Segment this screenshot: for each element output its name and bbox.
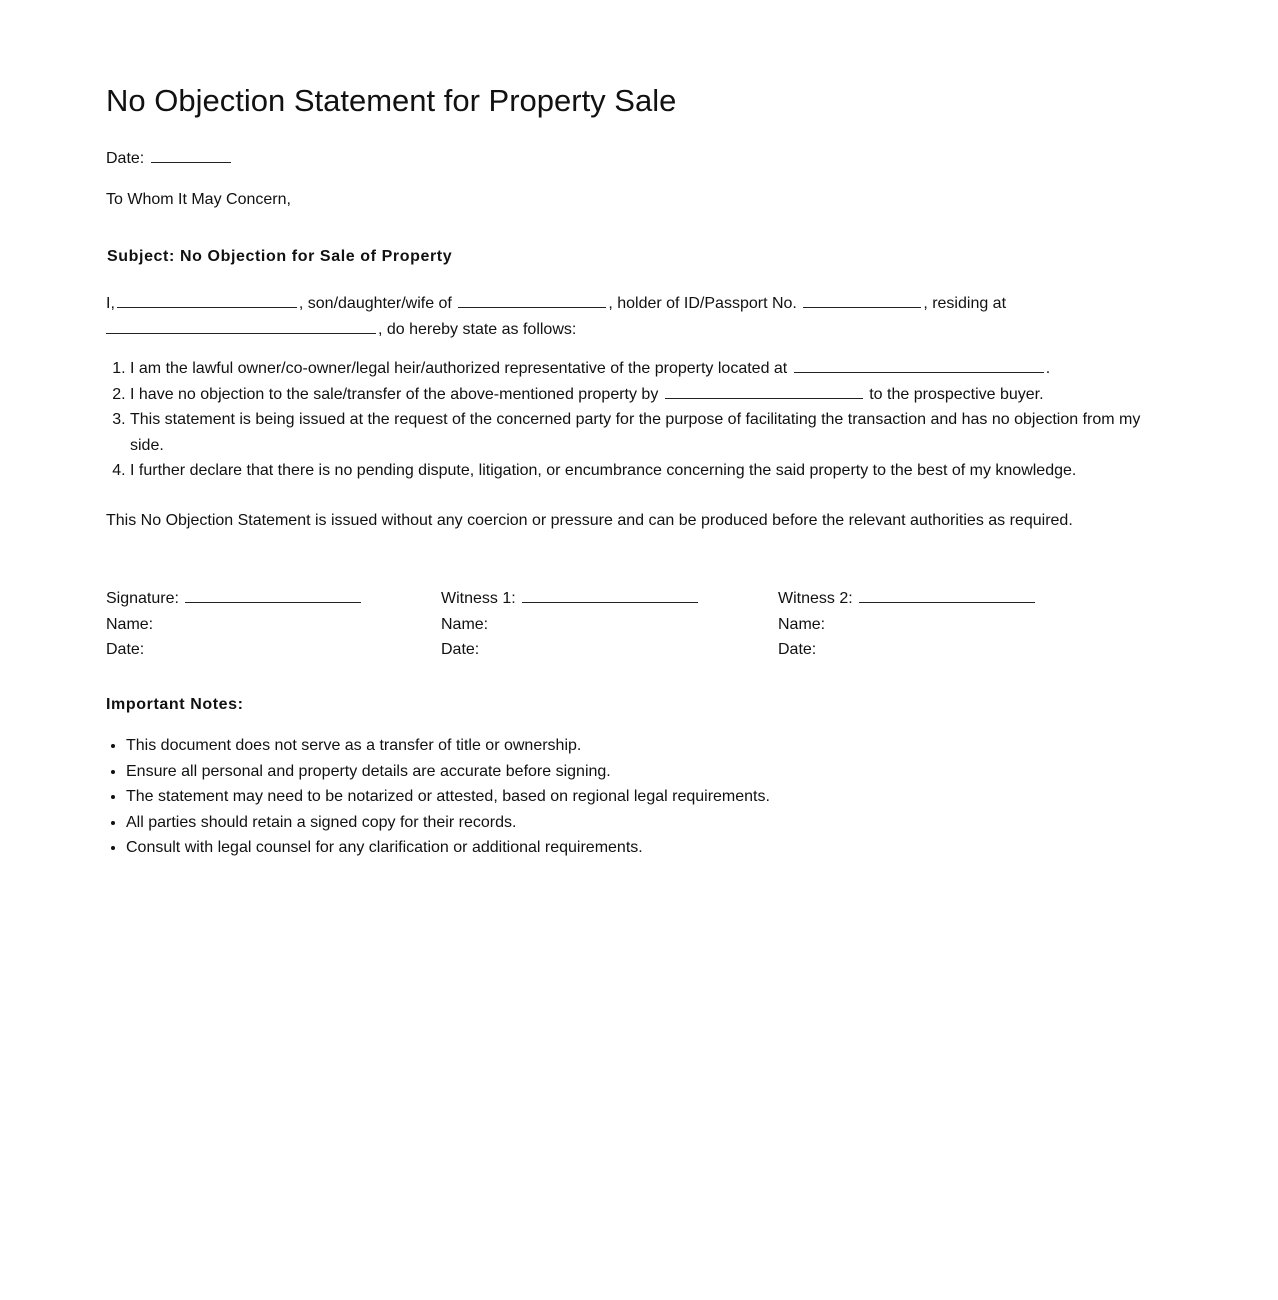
witness-1-blank[interactable] (522, 588, 698, 603)
clause-item (130, 382, 1166, 408)
seller-blank[interactable] (665, 384, 863, 399)
intro-text-2: , son/daughter/wife of (298, 295, 452, 312)
witness-2-blank[interactable] (859, 588, 1035, 603)
date-blank[interactable] (151, 148, 231, 163)
subject-heading: Subject: No Objection for Sale of Property (107, 248, 453, 265)
name-blank[interactable] (117, 293, 297, 308)
witness-2-label: Witness 2: (778, 590, 853, 607)
intro-text-1: I, (106, 295, 115, 312)
witness-1-block (441, 586, 700, 663)
witness-2-name-label: Name: (778, 615, 826, 633)
signature-date-label: Date: (106, 641, 145, 658)
note-item: • Consult with legal counsel for any clarification or additional requirements. (126, 835, 1026, 861)
clause-1-end: . (1045, 360, 1051, 377)
notes-list (106, 733, 1026, 861)
closing-statement: This No Objection Statement is issued without any coercion or pressure and can be produced before the relevant authorities as required. (106, 512, 1073, 529)
salutation: To Whom It May Concern, (106, 191, 291, 208)
property-location-blank[interactable] (794, 358, 1044, 373)
id-number-blank[interactable] (803, 293, 921, 308)
note-item: • Ensure all personal and property details are accurate before signing. (126, 759, 1026, 785)
witness-1-name-label: Name: (441, 615, 489, 633)
document-title: No Objection Statement for Property Sale (106, 83, 677, 118)
clause-item (130, 356, 1166, 382)
signature-blank[interactable] (185, 588, 361, 603)
intro-text-4: , residing at (923, 295, 1007, 312)
intro-text-5: , do hereby state as follows: (378, 321, 577, 338)
intro-paragraph (106, 291, 1106, 343)
witness-2-block (778, 586, 1037, 663)
note-item: • All parties should retain a signed copy for their records. (126, 810, 1026, 836)
witness-1-date-label: Date: (441, 641, 480, 658)
intro-text-3: , holder of ID/Passport No. (608, 295, 797, 312)
address-blank[interactable] (106, 319, 376, 334)
clause-2-end: to the prospective buyer. (869, 385, 1044, 403)
relation-name-blank[interactable] (458, 293, 606, 308)
clause-item: 3. This statement is being issued at the request of the concerned party for the purpose of facilitating the transaction and has no objection from my side. (130, 407, 1166, 458)
witness-2-date-label: Date: (778, 641, 817, 658)
date-label: Date: (106, 150, 145, 167)
note-item: • This document does not serve as a transfer of title or ownership. (126, 733, 1026, 759)
clause-1-text: I am the lawful owner/co-owner/legal heir/authorized representative of the property located at (130, 360, 788, 377)
note-item: • The statement may need to be notarized or attested, based on regional legal requirements. (126, 784, 1026, 810)
signature-label: Signature: (106, 590, 179, 607)
clause-item: 4. I further declare that there is no pending dispute, litigation, or encumbrance concerning the said property to the best of my knowledge. (130, 458, 1166, 484)
signature-name-label: Name: (106, 615, 154, 633)
witness-1-label: Witness 1: (441, 590, 516, 607)
notes-heading: Important Notes: (106, 696, 244, 713)
clauses-list (106, 356, 1166, 484)
date-line (106, 148, 233, 169)
signature-block (106, 586, 363, 663)
clause-2-text: I have no objection to the sale/transfer of the above-mentioned property by (130, 385, 659, 403)
